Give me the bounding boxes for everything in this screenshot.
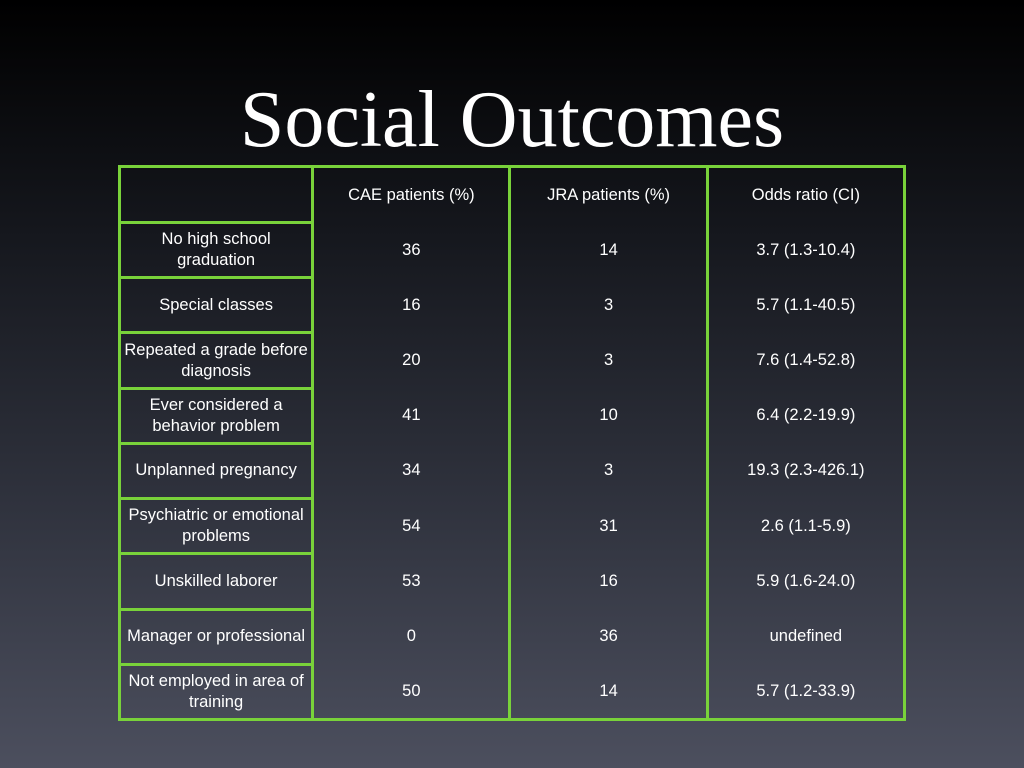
cae-value: 50 — [313, 664, 510, 719]
table-row — [120, 443, 905, 498]
jra-value: 36 — [510, 609, 707, 664]
jra-value: 16 — [510, 554, 707, 609]
row-label: Unskilled laborer — [120, 554, 313, 609]
odds-value: 5.9 (1.6-24.0) — [707, 554, 904, 609]
jra-value: 14 — [510, 664, 707, 719]
jra-value: 3 — [510, 278, 707, 333]
cae-value: 36 — [313, 223, 510, 278]
outcomes-table — [118, 165, 906, 721]
cae-value: 53 — [313, 554, 510, 609]
slide-title: Social Outcomes — [239, 76, 785, 164]
row-label: Manager or professional — [120, 609, 313, 664]
odds-value: 2.6 (1.1-5.9) — [707, 499, 904, 554]
row-label: Ever considered a behavior problem — [120, 388, 313, 443]
jra-value: 14 — [510, 223, 707, 278]
cae-value: 16 — [313, 278, 510, 333]
row-label: Special classes — [120, 278, 313, 333]
jra-value: 10 — [510, 388, 707, 443]
odds-value: 6.4 (2.2-19.9) — [707, 388, 904, 443]
table-row — [120, 278, 905, 333]
header-jra-patients: JRA patients (%) — [510, 167, 707, 223]
table-row — [120, 609, 905, 664]
row-label: Psychiatric or emotional problems — [120, 499, 313, 554]
header-cae-patients: CAE patients (%) — [313, 167, 510, 223]
odds-value: 3.7 (1.3-10.4) — [707, 223, 904, 278]
cae-value: 20 — [313, 333, 510, 388]
header-empty-cell — [120, 167, 313, 223]
table-row — [120, 499, 905, 554]
odds-value: 5.7 (1.2-33.9) — [707, 664, 904, 719]
row-label: Unplanned pregnancy — [120, 443, 313, 498]
header-odds-ratio: Odds ratio (CI) — [707, 167, 904, 223]
odds-value: 19.3 (2.3-426.1) — [707, 443, 904, 498]
table-row — [120, 554, 905, 609]
jra-value: 3 — [510, 443, 707, 498]
table-row — [120, 333, 905, 388]
odds-value: undefined — [707, 609, 904, 664]
odds-value: 5.7 (1.1-40.5) — [707, 278, 904, 333]
jra-value: 3 — [510, 333, 707, 388]
cae-value: 41 — [313, 388, 510, 443]
cae-value: 0 — [313, 609, 510, 664]
table-row — [120, 223, 905, 278]
cae-value: 54 — [313, 499, 510, 554]
cae-value: 34 — [313, 443, 510, 498]
row-label: Not employed in area of training — [120, 664, 313, 719]
jra-value: 31 — [510, 499, 707, 554]
table-header-row — [120, 167, 905, 223]
table-row — [120, 388, 905, 443]
table-row — [120, 664, 905, 719]
row-label: Repeated a grade before diagnosis — [120, 333, 313, 388]
row-label: No high school graduation — [120, 223, 313, 278]
odds-value: 7.6 (1.4-52.8) — [707, 333, 904, 388]
